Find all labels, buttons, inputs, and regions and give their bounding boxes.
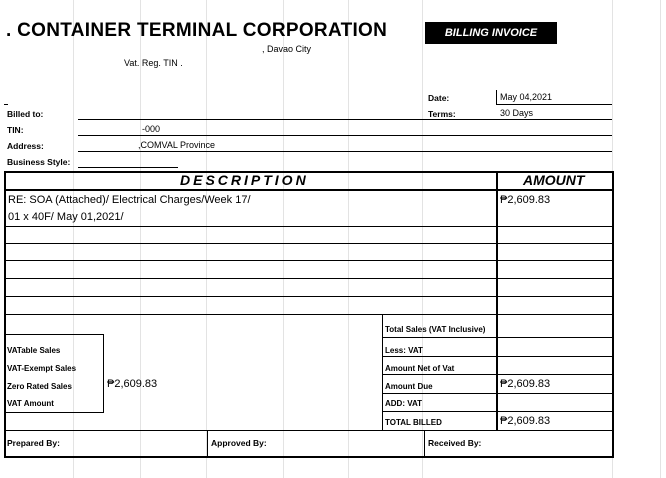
- tin-value: -000: [142, 124, 161, 134]
- address-label: Address:: [7, 141, 44, 151]
- company-name: . CONTAINER TERMINAL CORPORATION: [6, 20, 388, 41]
- less-vat-label: Less: VAT: [385, 346, 423, 355]
- date-label: Date:: [428, 93, 450, 103]
- line-1-amount: ₱2,609.83: [500, 194, 551, 206]
- address-value: ,COMVAL Province: [138, 140, 216, 150]
- description-line-2: 01 x 40F/ May 01,2021/: [8, 211, 124, 223]
- vat-exempt-sales-label: VAT-Exempt Sales: [7, 364, 77, 373]
- add-vat-label: ADD: VAT: [385, 399, 423, 408]
- date-value: May 04,2021: [500, 92, 553, 102]
- document-type-badge: BILLING INVOICE: [425, 22, 557, 44]
- total-sales-label: Total Sales (VAT Inclusive): [385, 325, 486, 334]
- tin-label: TIN:: [7, 125, 24, 135]
- vat-reg-tin: Vat. Reg. TIN .: [124, 58, 183, 68]
- business-style-label: Business Style:: [7, 157, 71, 167]
- received-by-label: Received By:: [428, 438, 482, 448]
- company-address: , Davao City: [262, 44, 312, 54]
- description-header: DESCRIPTION: [180, 172, 309, 188]
- zero-rated-sales-value: ₱2,609.83: [107, 378, 158, 390]
- billed-to-label: Billed to:: [7, 109, 44, 119]
- amount-net-label: Amount Net of Vat: [385, 364, 455, 373]
- total-billed-value: ₱2,609.83: [500, 415, 551, 427]
- terms-value: 30 Days: [500, 108, 534, 118]
- prepared-by-label: Prepared By:: [7, 438, 60, 448]
- approved-by-label: Approved By:: [211, 438, 267, 448]
- amount-header: AMOUNT: [523, 172, 585, 188]
- vat-amount-label: VAT Amount: [7, 399, 54, 408]
- amount-due-value: ₱2,609.83: [500, 378, 551, 390]
- amount-due-label: Amount Due: [385, 382, 433, 391]
- vatable-sales-label: VATable Sales: [7, 346, 61, 355]
- terms-label: Terms:: [428, 109, 456, 119]
- description-line-1: RE: SOA (Attached)/ Electrical Charges/Week 17/: [8, 194, 251, 206]
- total-billed-label: TOTAL BILLED: [385, 418, 442, 427]
- zero-rated-sales-label: Zero Rated Sales: [7, 382, 72, 391]
